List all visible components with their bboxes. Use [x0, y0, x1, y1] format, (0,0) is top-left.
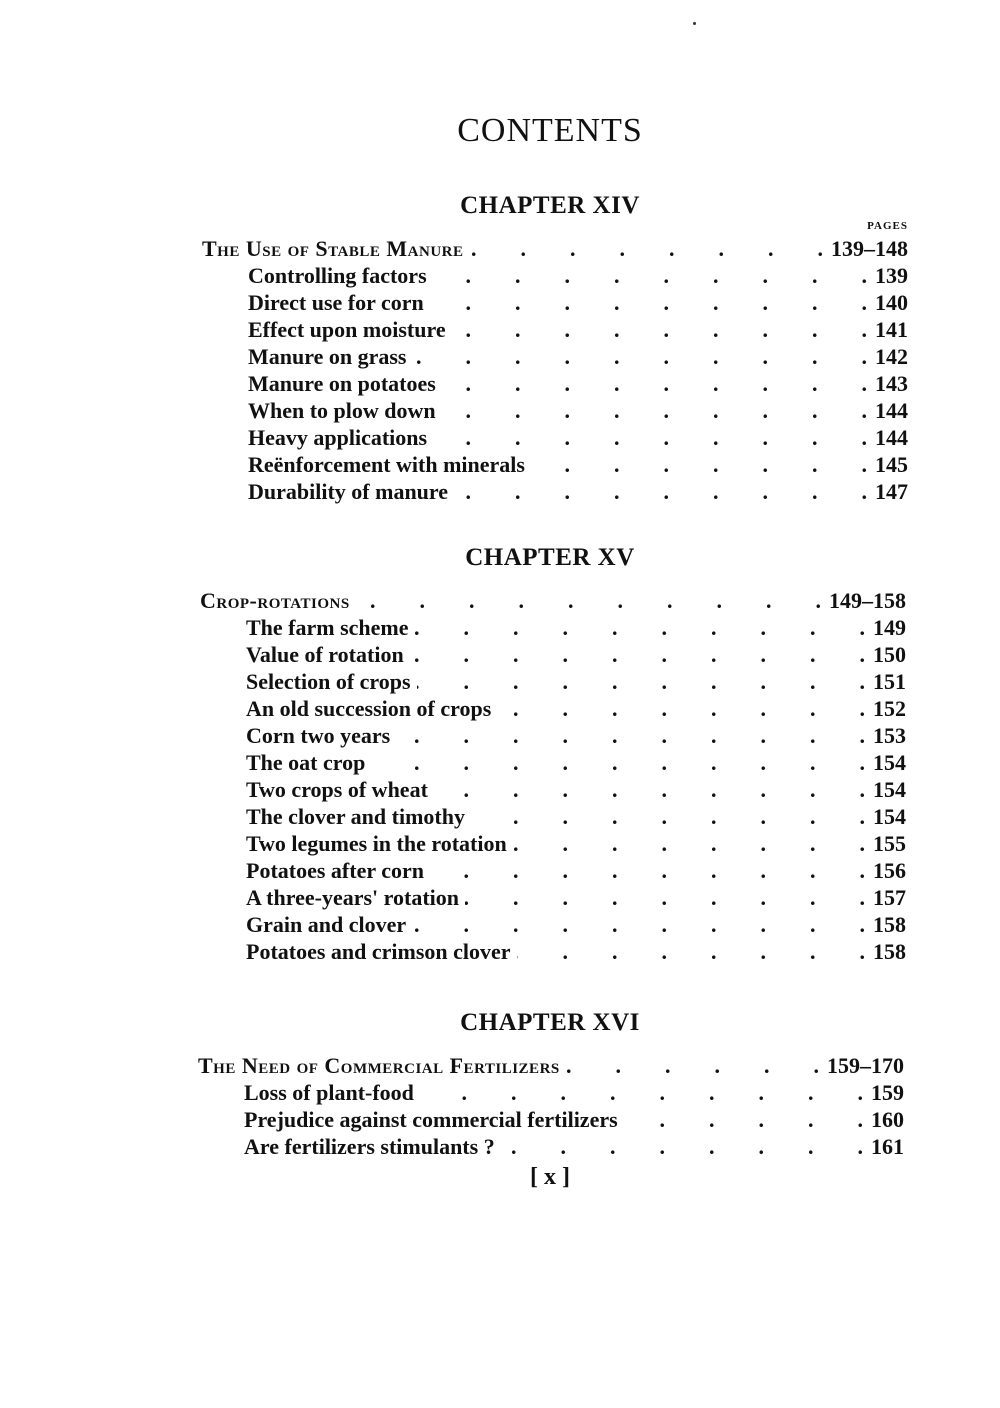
- toc-item: [248, 425, 908, 452]
- toc-main-entry: [200, 588, 906, 615]
- toc-item-page: 141: [875, 317, 908, 342]
- dot-leader: [624, 1107, 863, 1133]
- toc-item: [248, 317, 908, 344]
- toc-item-page: 161: [871, 1134, 904, 1159]
- toc-item: [248, 452, 908, 479]
- toc-item: [246, 804, 906, 831]
- toc-item: [248, 263, 908, 290]
- toc-item-page: 152: [873, 696, 906, 721]
- dot-leader: [430, 858, 865, 884]
- toc-item-page: 156: [873, 858, 906, 883]
- toc-item-page: 155: [873, 831, 906, 856]
- toc-item-label: An old succession of crops: [246, 696, 492, 721]
- toc-item-page: 145: [875, 452, 908, 477]
- toc-item-label: Manure on grass: [248, 344, 407, 369]
- dot-leader: [413, 344, 868, 370]
- dot-leader: [415, 615, 865, 641]
- toc-item-label: Loss of plant-food: [244, 1080, 414, 1105]
- dot-leader: [396, 723, 865, 749]
- toc-item-page: 158: [873, 939, 906, 964]
- toc-item-page: 159: [871, 1080, 904, 1105]
- toc-item-page: 154: [873, 750, 906, 775]
- toc-item-page: 147: [875, 479, 908, 504]
- toc-item-page: 144: [875, 425, 908, 450]
- toc-main-label: The Use of Stable Manure: [202, 236, 464, 261]
- toc-item: [246, 831, 906, 858]
- toc-item-label: The clover and timothy: [246, 804, 465, 829]
- dot-leader: [513, 831, 865, 857]
- toc-item-page: 143: [875, 371, 908, 396]
- dot-leader: [517, 939, 865, 965]
- toc-item: [244, 1107, 904, 1134]
- toc-item-page: 140: [875, 290, 908, 315]
- toc-item-label: Two crops of wheat: [246, 777, 428, 802]
- toc-main-pages: 149–158: [829, 588, 906, 613]
- ink-speck: [693, 22, 696, 25]
- toc-item-page: 154: [873, 777, 906, 802]
- toc-item: [244, 1080, 904, 1107]
- toc-item-label: Potatoes after corn: [246, 858, 424, 883]
- toc-item-label: When to plow down: [248, 398, 436, 423]
- toc-item-page: 150: [873, 642, 906, 667]
- dot-leader: [371, 750, 865, 776]
- dot-leader: [470, 236, 824, 262]
- toc-item-label: Corn two years: [246, 723, 391, 748]
- toc-item: [248, 398, 908, 425]
- toc-item-label: The farm scheme: [246, 615, 409, 640]
- toc-item-label: Durability of manure: [248, 479, 449, 504]
- toc-item: [246, 615, 906, 642]
- toc-item: [248, 344, 908, 371]
- dot-leader: [454, 479, 867, 505]
- dot-leader: [410, 642, 865, 668]
- toc-item: [248, 290, 908, 317]
- toc-item-page: 139: [875, 263, 908, 288]
- toc-item-label: Grain and clover: [246, 912, 407, 937]
- toc-item-label: Manure on potatoes: [248, 371, 436, 396]
- dot-leader: [356, 588, 821, 614]
- dot-leader: [566, 1053, 819, 1079]
- toc-item-page: 149: [873, 615, 906, 640]
- dot-leader: [417, 669, 865, 695]
- dot-leader: [412, 912, 865, 938]
- toc-item-page: 158: [873, 912, 906, 937]
- toc-item-label: Effect upon moisture: [248, 317, 446, 342]
- toc-main-pages: 159–170: [827, 1053, 904, 1078]
- toc-item-label: Are fertilizers stimulants ?: [244, 1134, 495, 1159]
- toc-item-page: 151: [873, 669, 906, 694]
- dot-leader: [452, 317, 867, 343]
- page-title: CONTENTS: [457, 112, 643, 149]
- toc-main-entry: [198, 1053, 904, 1080]
- pages-column-label: PAGES: [867, 220, 908, 232]
- toc-item-page: 157: [873, 885, 906, 910]
- toc-item: [246, 777, 906, 804]
- toc-item-label: Heavy applications: [248, 425, 428, 450]
- toc-main-label: The Need of Commercial Fertilizers: [198, 1053, 560, 1078]
- chapter-heading-xiv: CHAPTER XIV: [460, 192, 640, 219]
- toc-item: [246, 750, 906, 777]
- chapter-heading-xvi: CHAPTER XVI: [460, 1009, 640, 1036]
- toc-item: [248, 371, 908, 398]
- toc-item-label: Two legumes in the rotation: [246, 831, 507, 856]
- toc-item: [246, 723, 906, 750]
- toc-item-label: Selection of crops: [246, 669, 411, 694]
- toc-item: [248, 479, 908, 506]
- toc-item-label: Value of rotation: [246, 642, 404, 667]
- dot-leader: [442, 371, 867, 397]
- dot-leader: [434, 777, 865, 803]
- toc-item-page: 144: [875, 398, 908, 423]
- page-number-folio: [ x ]: [530, 1164, 570, 1190]
- dot-leader: [531, 452, 867, 478]
- toc-item: [246, 696, 906, 723]
- dot-leader: [433, 425, 867, 451]
- toc-item: [246, 642, 906, 669]
- toc-item: [246, 885, 906, 912]
- toc-item: [246, 858, 906, 885]
- dot-leader: [420, 1080, 863, 1106]
- toc-item-label: Prejudice against commercial fertilizers: [244, 1107, 618, 1132]
- toc-item-label: A three-years' rotation: [246, 885, 460, 910]
- toc-item-page: 142: [875, 344, 908, 369]
- dot-leader: [430, 290, 867, 316]
- toc-item: [246, 669, 906, 696]
- toc-item-page: 154: [873, 804, 906, 829]
- toc-item-page: 153: [873, 723, 906, 748]
- dot-leader: [497, 696, 865, 722]
- toc-main-label: Crop-rotations: [200, 588, 350, 613]
- dot-leader: [501, 1134, 863, 1160]
- toc-item-page: 160: [871, 1107, 904, 1132]
- toc-main-pages: 139–148: [831, 236, 908, 261]
- toc-item-label: Reënforcement with minerals: [248, 452, 525, 477]
- toc-item: [246, 939, 906, 966]
- toc-item-label: Potatoes and crimson clover: [246, 939, 511, 964]
- toc-item: [244, 1134, 904, 1161]
- chapter-heading-xv: CHAPTER XV: [465, 544, 635, 571]
- toc-item-label: The oat crop: [246, 750, 366, 775]
- dot-leader: [465, 885, 865, 911]
- dot-leader: [433, 263, 867, 289]
- toc-main-entry: [202, 236, 908, 263]
- toc-item-label: Controlling factors: [248, 263, 427, 288]
- toc-item-label: Direct use for corn: [248, 290, 424, 315]
- toc-item: [246, 912, 906, 939]
- dot-leader: [471, 804, 865, 830]
- dot-leader: [442, 398, 867, 424]
